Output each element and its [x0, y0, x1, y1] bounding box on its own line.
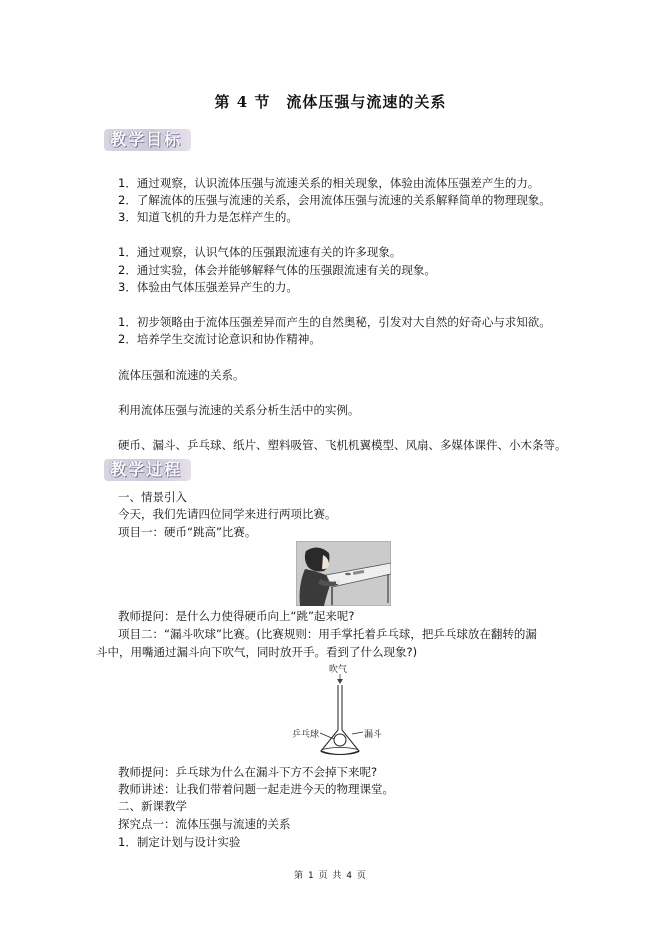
new-lesson-heading: 二、新课教学: [118, 799, 187, 813]
goal-knowledge-1: 1．通过观察，认识流体压强与流速关系的相关现象，体验由流体压强差产生的力。: [118, 176, 540, 190]
funnel-ball-diagram: [290, 660, 390, 760]
label-ping-pong: 乒乓球: [292, 730, 320, 740]
goal-emotion-1: 1．初步领略由于流体压强差异而产生的自然奥秘，引发对大自然的好奇心与求知欲。: [118, 315, 551, 329]
goal-knowledge-2: 2．了解流体的压强与流速的关系，会用流体压强与流速的关系解释简单的物理现象。: [118, 193, 551, 207]
label-blow: 吹气: [329, 665, 348, 675]
goal-process-3: 3．体验由气体压强差异产生的力。: [118, 280, 298, 294]
label-funnel: 漏斗: [364, 730, 383, 740]
step-1: 1．制定计划与设计实验: [118, 835, 241, 849]
goal-knowledge-3: 3．知道飞机的升力是怎样产生的。: [118, 210, 298, 224]
goal-process-1: 1．通过观察，认识气体的压强跟流速有关的许多现象。: [118, 245, 402, 259]
teacher-statement: 教师讲述：让我们带着问题一起走进今天的物理课堂。: [118, 782, 394, 796]
section-banner-goals: 教学目标: [104, 129, 191, 151]
explore-point-1: 探究点一：流体压强与流速的关系: [118, 817, 291, 831]
key-point: 流体压强和流速的关系。: [118, 368, 245, 382]
page-footer: 第 1 页 共 4 页: [294, 871, 367, 881]
goal-process-2: 2．通过实验，体会并能够解释气体的压强跟流速有关的现象。: [118, 263, 436, 277]
section-banner-process: 教学过程: [104, 459, 191, 481]
project-2-line-1: 项目二：“漏斗吹球”比赛。(比赛规则：用手掌托着乒乓球，把乒乓球放在翻转的漏: [118, 627, 537, 641]
intro-paragraph: 今天，我们先请四位同学来进行两项比赛。: [118, 507, 337, 521]
goal-emotion-2: 2．培养学生交流讨论意识和协作精神。: [118, 332, 321, 346]
project-2-line-2: 斗中，用嘴通过漏斗向下吹气，同时放开手。看到了什么现象?): [96, 645, 418, 659]
page-title: 第 4 节 流体压强与流速的关系: [214, 93, 447, 111]
teacher-question-1: 教师提问：是什么力使得硬币向上“跳”起来呢?: [118, 609, 355, 623]
teacher-question-2: 教师提问：乒乓球为什么在漏斗下方不会掉下来呢?: [118, 765, 378, 779]
project-1: 项目一：硬币“跳高”比赛。: [118, 525, 257, 539]
coin-jump-illustration: [296, 541, 391, 606]
difficult-point: 利用流体压强与流速的关系分析生活中的实例。: [118, 403, 360, 417]
materials-list: 硬币、漏斗、乒乓球、纸片、塑料吸管、飞机机翼模型、风扇、多媒体课件、小木条等。: [118, 438, 567, 452]
intro-heading: 一、情景引入: [118, 490, 187, 504]
